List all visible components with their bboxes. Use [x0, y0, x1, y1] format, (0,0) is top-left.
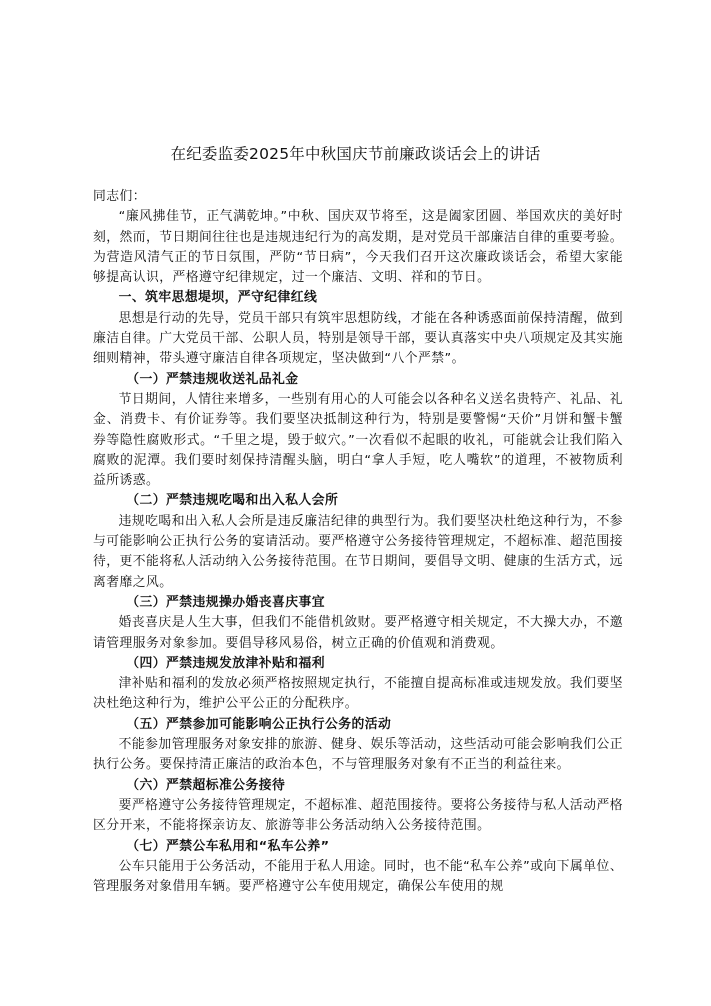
subsection-heading-1: （一）严禁违规收送礼品礼金: [126, 371, 299, 387]
subsection-heading-5: （五）严禁参加可能影响公正执行公务的活动: [126, 716, 392, 732]
document-body: [93, 187, 623, 897]
subsection-paragraph-4: 津补贴和福利的发放必须严格按照规定执行，不能擅自提高标准或违规发放。我们要坚决杜绝这种行为，维护公平公正的分配秩序。: [93, 676, 623, 712]
greeting: 同志们：: [93, 189, 146, 204]
intro-paragraph: “廉风拂佳节，正气满乾坤。”中秋、国庆双节将至，这是阖家团圆、举国欢庆的美好时刻，然而，节日期间往往也是违规违纪行为的高发期，是对党员干部廉洁自律的重要考验。为营造风清气正的节日氛围，严防“节日病”，今天我们召开这次廉政谈话会，希望大家能够提高认识，严格遵守纪律规定，过一个廉洁、文明、祥和的节日。: [93, 209, 623, 286]
subsection-heading-3: （三）严禁违规操办婚丧喜庆事宜: [126, 594, 325, 610]
subsection-paragraph-7: 公车只能用于公务活动，不能用于私人用途。同时，也不能“私车公养”或向下属单位、管理服务对象借用车辆。要严格遵守公车使用规定，确保公车使用的规: [93, 858, 623, 895]
section-paragraph: 思想是行动的先导，党员干部只有筑牢思想防线，才能在各种诱惑面前保持清醒，做到廉洁自律。广大党员干部、公职人员，特别是领导干部，要认真落实中央八项规定及其实施细则精神，带头遵守廉洁自律各项规定，坚决做到“八个严禁”。: [93, 310, 623, 367]
subsection-paragraph-6: 要严格遵守公务接待管理规定，不超标准、超范围接待。要将公务接待与私人活动严格区分开来，不能将探亲访友、旅游等非公务活动纳入公务接待范围。: [93, 797, 623, 834]
subsection-paragraph-5: 不能参加管理服务对象安排的旅游、健身、娱乐等活动，这些活动可能会影响我们公正执行公务。要保持清正廉洁的政治本色，不与管理服务对象有不正当的利益往来。: [93, 737, 623, 773]
section-heading: 一、筑牢思想堤坝，严守纪律红线: [118, 290, 318, 306]
subsection-paragraph-2: 违规吃喝和出入私人会所是违反廉洁纪律的典型行为。我们要坚决杜绝这种行为，不参与可能影响公正执行公务的宴请活动。要严格遵守公务接待管理规定，不超标准、超范围接待，更不能将私人活动纳入公务接待范围。在节日期间，要倡导文明、健康的生活方式，远离奢靡之风。: [93, 513, 623, 590]
subsection-paragraph-1: 节日期间，人情往来增多，一些别有用心的人可能会以各种名义送名贵特产、礼品、礼金、消费卡、有价证券等。我们要坚决抵制这种行为，特别是要警惕“天价”月饼和蟹卡蟹券等隐性腐败形式。“千里之堤，毁于蚁穴。”一次看似不起眼的收礼，可能就会让我们陷入腐败的泥潭。我们要时刻保持清醒头脑，明白“拿人手短，吃人嘴软”的道理，不被物质利益所诱惑。: [93, 391, 623, 489]
subsection-heading-2: （二）严禁违规吃喝和出入私人会所: [126, 493, 339, 509]
subsection-paragraph-3: 婚丧喜庆是人生大事，但我们不能借机敛财。要严格遵守相关规定，不大操大办，不邀请管理服务对象参加。要倡导移风易俗，树立正确的价值观和消费观。: [93, 615, 623, 651]
document-title: 在纪委监委2025年中秋国庆节前廉政谈话会上的讲话: [170, 145, 541, 163]
subsection-heading-7: （七）严禁公车私用和“私车公养”: [126, 838, 330, 854]
subsection-heading-6: （六）严禁超标准公务接待: [126, 777, 286, 793]
subsection-heading-4: （四）严禁违规发放津补贴和福利: [126, 655, 325, 671]
